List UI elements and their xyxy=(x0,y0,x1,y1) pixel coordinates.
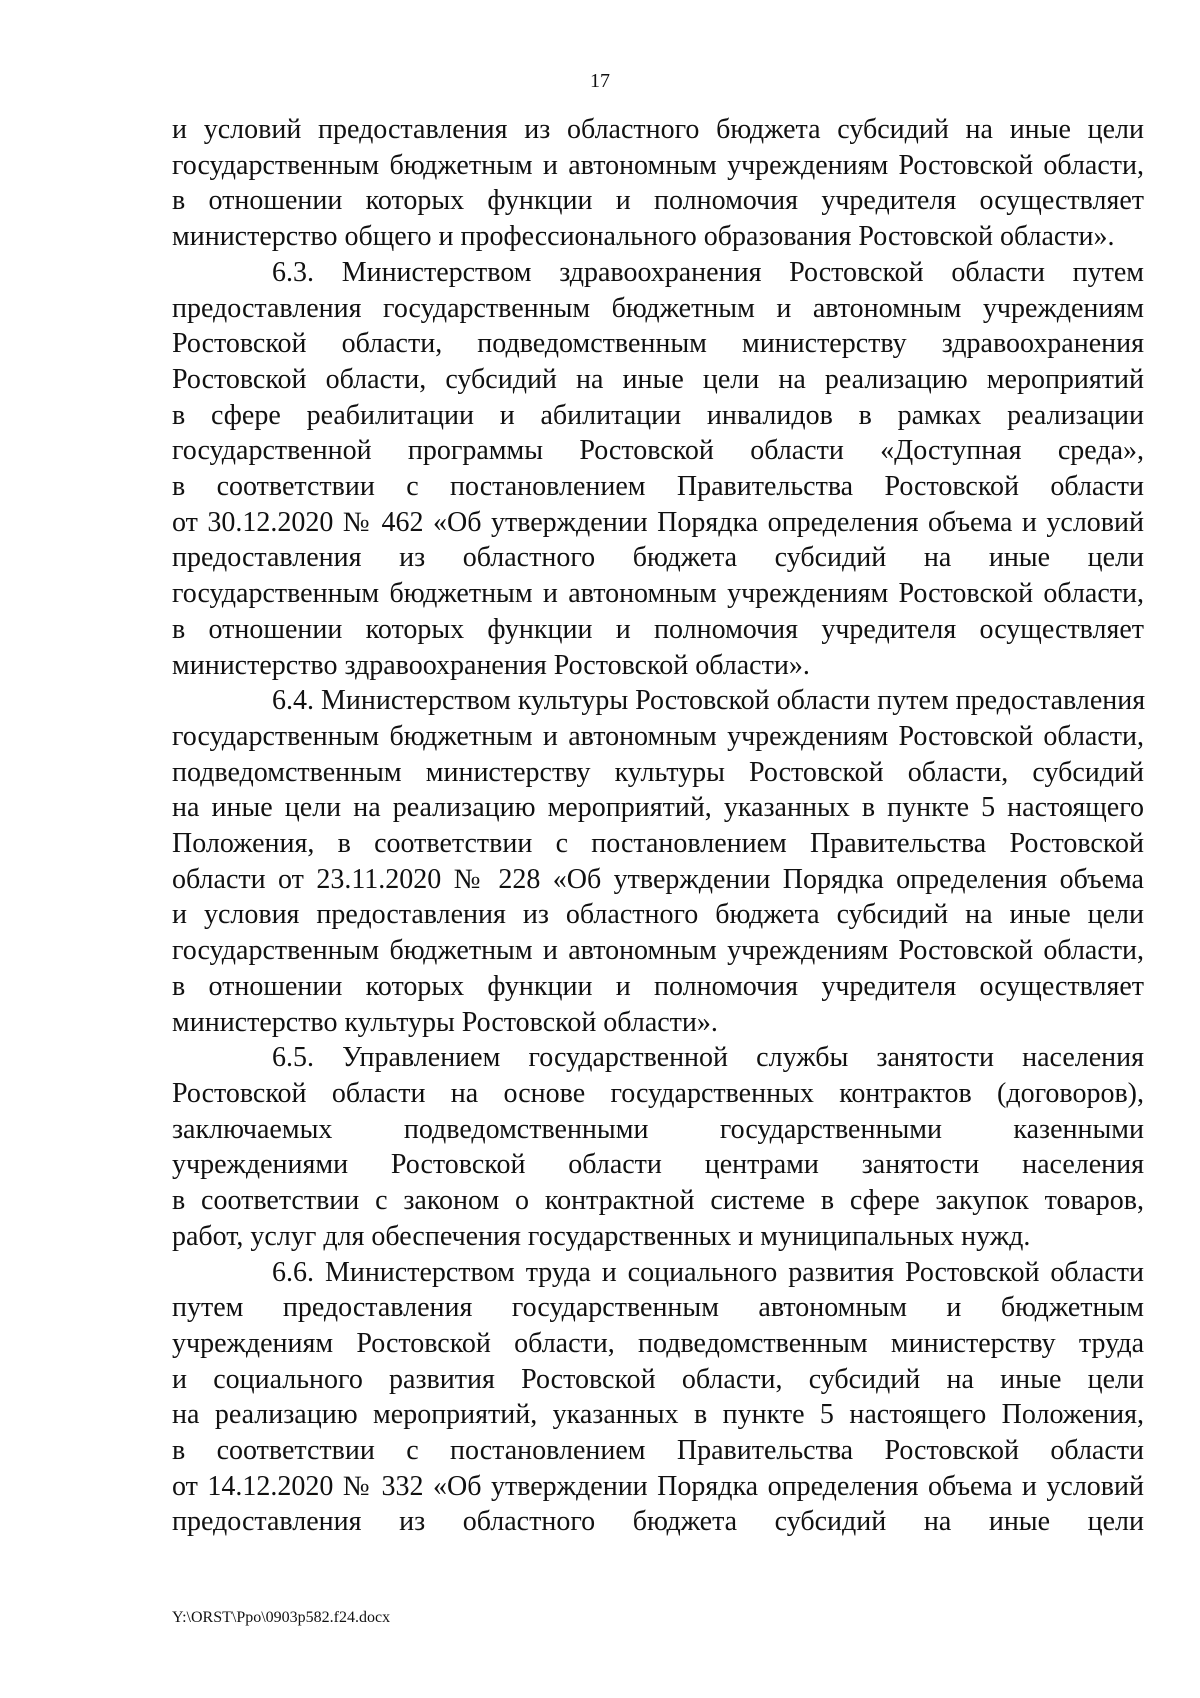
text-line: государственным бюджетным и автономным учреждениям Ростовской области, xyxy=(172,578,1144,610)
text-line: Ростовской области, подведомственным министерству здравоохранения xyxy=(172,328,1144,360)
text-line: и условий предоставления из областного бюджета субсидий на иные цели xyxy=(172,114,1144,145)
text-line: подведомственным министерству культуры Ростовской области, субсидий xyxy=(172,756,1144,788)
text-line: учреждениям Ростовской области, подведомственным министерству труда xyxy=(172,1327,1144,1359)
text-line: 6.3. Министерством здравоохранения Ростовской области путем xyxy=(272,256,1144,288)
text-line: в отношении которых функции и полномочия учредителя осуществляет xyxy=(172,613,1144,645)
text-line: министерство здравоохранения Ростовской области». xyxy=(172,649,810,681)
page-number: 17 xyxy=(590,70,610,92)
text-line: в соответствии с законом о контрактной системе в сфере закупок товаров, xyxy=(172,1185,1144,1217)
footer-file-path: Y:\ORST\Ppo\0903p582.f24.docx xyxy=(172,1609,391,1626)
text-line: в сфере реабилитации и абилитации инвалидов в рамках реализации xyxy=(172,399,1144,431)
text-line: министерство общего и профессионального образования Ростовской области». xyxy=(172,221,1115,253)
text-line: на реализацию мероприятий, указанных в пункте 5 настоящего Положения, xyxy=(172,1399,1144,1431)
text-line: 6.6. Министерством труда и социального развития Ростовской области xyxy=(272,1256,1144,1288)
text-line: от 14.12.2020 № 332 «Об утверждении Порядка определения объема и условий xyxy=(172,1470,1144,1502)
text-line: 6.4. Министерством культуры Ростовской области путем предоставления xyxy=(272,685,1146,717)
text-line: заключаемых подведомственными государственными казенными xyxy=(172,1113,1144,1145)
text-line: Ростовской области на основе государственных контрактов (договоров), xyxy=(172,1077,1144,1109)
text-line: Ростовской области, субсидий на иные цели на реализацию мероприятий xyxy=(172,363,1144,395)
text-line: 6.5. Управлением государственной службы занятости населения xyxy=(272,1042,1144,1074)
text-line: области от 23.11.2020 № 228 «Об утверждении Порядка определения объема xyxy=(172,863,1144,895)
text-line: министерство культуры Ростовской области». xyxy=(172,1006,718,1038)
text-line: в отношении которых функции и полномочия учредителя осуществляет xyxy=(172,970,1144,1002)
text-line: в отношении которых функции и полномочия учредителя осуществляет xyxy=(172,185,1144,217)
text-line: предоставления из областного бюджета субсидий на иные цели xyxy=(172,542,1144,574)
text-line: от 30.12.2020 № 462 «Об утверждении Порядка определения объема и условий xyxy=(172,506,1144,538)
text-line: государственным бюджетным и автономным учреждениям Ростовской области, xyxy=(172,935,1144,967)
text-line: работ, услуг для обеспечения государственных и муниципальных нужд. xyxy=(172,1220,1031,1252)
text-line: государственной программы Ростовской области «Доступная среда», xyxy=(172,435,1144,467)
text-line: предоставления из областного бюджета субсидий на иные цели xyxy=(172,1506,1144,1538)
text-line: путем предоставления государственным автономным и бюджетным xyxy=(172,1292,1144,1324)
text-line: на иные цели на реализацию мероприятий, указанных в пункте 5 настоящего xyxy=(172,792,1144,824)
text-line: и социального развития Ростовской области, субсидий на иные цели xyxy=(172,1363,1144,1395)
text-line: государственным бюджетным и автономным учреждениям Ростовской области, xyxy=(172,149,1144,181)
text-line: предоставления государственным бюджетным и автономным учреждениям xyxy=(172,292,1144,324)
text-line: учреждениями Ростовской области центрами занятости населения xyxy=(172,1149,1144,1181)
text-line: и условия предоставления из областного бюджета субсидий на иные цели xyxy=(172,899,1144,931)
text-line: государственным бюджетным и автономным учреждениям Ростовской области, xyxy=(172,720,1144,752)
document-body xyxy=(172,112,1144,1540)
text-line: в соответствии с постановлением Правительства Ростовской области xyxy=(172,471,1144,503)
text-line: в соответствии с постановлением Правительства Ростовской области xyxy=(172,1435,1144,1467)
text-line: Положения, в соответствии с постановлением Правительства Ростовской xyxy=(172,828,1144,860)
